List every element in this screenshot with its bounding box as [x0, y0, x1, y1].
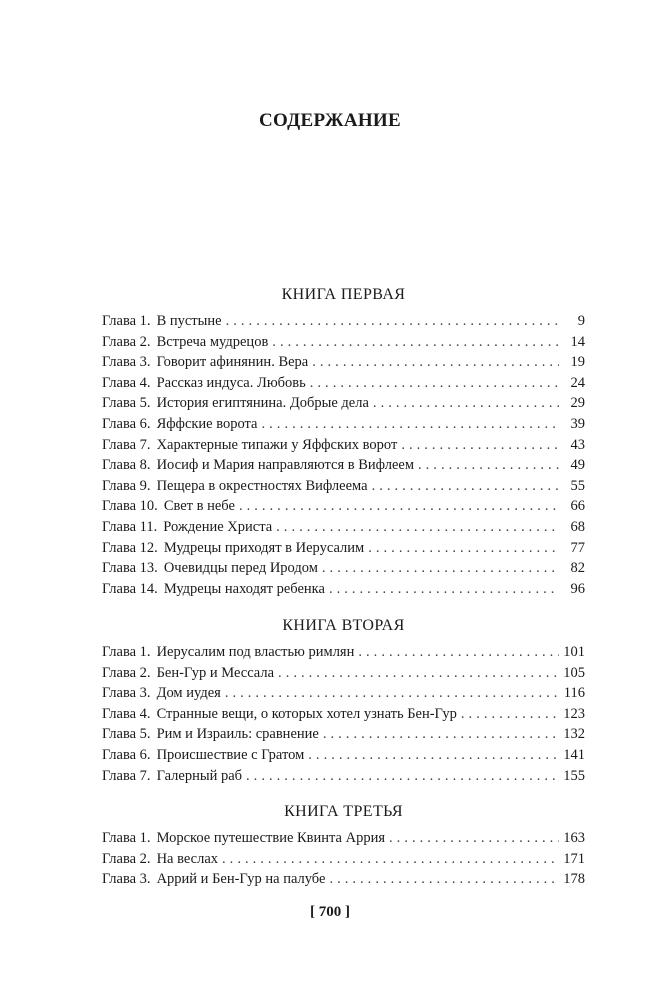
page-number: 96	[570, 580, 585, 597]
dot-leader	[262, 414, 560, 435]
chapter-number: Глава 7.	[102, 436, 151, 453]
book-section-3	[102, 800, 585, 890]
chapter-title: Морское путешествие Квинта Аррия	[156, 830, 386, 846]
chapter-title: На веслах	[156, 850, 219, 867]
dot-leader	[461, 704, 559, 725]
dot-leader	[276, 517, 559, 538]
toc-entry[interactable]	[102, 745, 585, 766]
chapter-number: Глава 2.	[102, 333, 151, 350]
page-number: 49	[570, 457, 585, 474]
chapter-number: Глава 2.	[102, 850, 151, 867]
page-number: 155	[563, 767, 585, 784]
chapter-title: Свет в небе	[163, 498, 235, 515]
chapter-number: Глава 14.	[102, 580, 158, 597]
chapter-number: Глава 3.	[102, 685, 151, 702]
toc-entry[interactable]	[102, 332, 585, 353]
chapter-title: В пустыне	[156, 313, 222, 329]
toc-entry[interactable]	[102, 455, 585, 476]
chapter-title: Очевидцы перед Иродом	[163, 560, 318, 577]
dot-leader	[373, 393, 559, 414]
page-number: 39	[570, 415, 585, 432]
dot-leader	[272, 332, 559, 353]
chapter-number: Глава 2.	[102, 664, 151, 681]
toc-entry[interactable]	[102, 849, 585, 870]
chapter-number: Глава 10.	[102, 498, 158, 515]
chapter-title: Мудрецы находят ребенка	[163, 580, 325, 597]
chapter-number: Глава 4.	[102, 374, 151, 391]
dot-leader	[389, 828, 559, 849]
toc-entry[interactable]	[102, 352, 585, 373]
chapter-number: Глава 6.	[102, 415, 151, 432]
toc-entry[interactable]	[102, 828, 585, 849]
chapter-title: Дом иудея	[156, 685, 221, 702]
page-number: 66	[570, 498, 585, 515]
toc-entry[interactable]	[102, 704, 585, 725]
page-number: 123	[563, 705, 585, 722]
page-number: 132	[563, 726, 585, 743]
dot-leader	[312, 352, 559, 373]
toc-entry[interactable]	[102, 496, 585, 517]
chapter-title: Яффские ворота	[156, 415, 258, 432]
chapter-number: Глава 8.	[102, 457, 151, 474]
chapter-title: Странные вещи, о которых хотел узнать Бен-Гур	[156, 705, 457, 722]
page-title: СОДЕРЖАНИЕ	[259, 110, 401, 131]
toc-entry[interactable]	[102, 373, 585, 394]
page-folio-number: [ 700 ]	[310, 904, 350, 920]
dot-leader	[323, 724, 559, 745]
toc-entry[interactable]	[102, 558, 585, 579]
chapter-number: Глава 12.	[102, 539, 158, 556]
page-number: 55	[570, 477, 585, 494]
dot-leader	[358, 642, 559, 663]
chapter-title: Рождение Христа	[163, 518, 273, 535]
toc-list	[102, 642, 585, 786]
chapter-title: История египтянина. Добрые дела	[156, 395, 369, 412]
dot-leader	[310, 373, 559, 394]
page-number: 43	[570, 436, 585, 453]
toc-entry[interactable]	[102, 393, 585, 414]
chapter-title: Аррий и Бен-Гур на палубе	[156, 871, 326, 888]
toc-list	[102, 828, 585, 890]
page-number: 29	[570, 395, 585, 412]
dot-leader	[308, 745, 559, 766]
toc-entry[interactable]	[102, 538, 585, 559]
page-number: 141	[563, 746, 585, 763]
chapter-title: Говорит афинянин. Вера	[156, 354, 309, 371]
chapter-number: Глава 9.	[102, 477, 151, 494]
page-number: 171	[563, 850, 585, 867]
page-number: 105	[563, 664, 585, 681]
page-number: 14	[570, 333, 585, 350]
chapter-number: Глава 1.	[102, 644, 151, 660]
toc-entry[interactable]	[102, 642, 585, 663]
page-number: 82	[570, 560, 585, 577]
chapter-title: Мудрецы приходят в Иерусалим	[163, 539, 365, 556]
toc-entry[interactable]	[102, 414, 585, 435]
chapter-number: Глава 5.	[102, 395, 151, 412]
chapter-number: Глава 13.	[102, 560, 158, 577]
toc-entry[interactable]	[102, 766, 585, 787]
toc-list	[102, 311, 585, 599]
chapter-title: Рим и Израиль: сравнение	[156, 726, 319, 743]
chapter-title: Характерные типажи у Яффских ворот	[156, 436, 398, 453]
toc-entry[interactable]	[102, 663, 585, 684]
toc-entry[interactable]	[102, 311, 585, 332]
chapter-title: Иерусалим под властью римлян	[156, 644, 355, 660]
chapter-number: Глава 11.	[102, 518, 158, 535]
dot-leader	[322, 558, 559, 579]
chapter-number: Глава 7.	[102, 767, 151, 784]
page-number: 24	[570, 374, 585, 391]
book-heading: КНИГА ПЕРВАЯ	[281, 286, 406, 303]
book-section-1	[102, 283, 585, 599]
dot-leader	[225, 683, 559, 704]
dot-leader	[418, 455, 559, 476]
chapter-number: Глава 4.	[102, 705, 151, 722]
chapter-number: Глава 5.	[102, 726, 151, 743]
book-section-2	[102, 614, 585, 786]
chapter-number: Глава 1.	[102, 313, 151, 329]
page-number: 68	[570, 518, 585, 535]
chapter-number: Глава 3.	[102, 354, 151, 371]
page-number: 77	[570, 539, 585, 556]
dot-leader	[372, 476, 559, 497]
dot-leader	[401, 435, 559, 456]
dot-leader	[368, 538, 559, 559]
toc-entry[interactable]	[102, 476, 585, 497]
dot-leader	[329, 869, 559, 890]
toc-entry[interactable]	[102, 435, 585, 456]
page-number: 163	[563, 830, 585, 846]
page-number: 178	[563, 871, 585, 888]
dot-leader	[246, 766, 559, 787]
chapter-title: Галерный раб	[156, 767, 243, 784]
chapter-number: Глава 1.	[102, 830, 151, 846]
dot-leader	[329, 579, 559, 600]
chapter-title: Бен-Гур и Мессала	[156, 664, 275, 681]
chapter-number: Глава 3.	[102, 871, 151, 888]
book-heading: КНИГА ТРЕТЬЯ	[284, 803, 403, 820]
toc-entry[interactable]	[102, 517, 585, 538]
page-number: 19	[570, 354, 585, 371]
dot-leader	[278, 663, 559, 684]
dot-leader	[239, 496, 559, 517]
toc-entry[interactable]	[102, 724, 585, 745]
chapter-title: Встреча мудрецов	[156, 333, 269, 350]
dot-leader	[222, 849, 559, 870]
page-number: 9	[577, 313, 585, 329]
chapter-title: Пещера в окрестностях Вифлеема	[156, 477, 368, 494]
toc-entry[interactable]	[102, 579, 585, 600]
chapter-number: Глава 6.	[102, 746, 151, 763]
chapter-title: Происшествие с Гратом	[156, 746, 305, 763]
chapter-title: Рассказ индуса. Любовь	[156, 374, 306, 391]
book-heading: КНИГА ВТОРАЯ	[282, 617, 405, 634]
dot-leader	[226, 311, 559, 332]
toc-entry[interactable]	[102, 683, 585, 704]
toc-entry[interactable]	[102, 869, 585, 890]
page-number: 116	[563, 685, 585, 702]
chapter-title: Иосиф и Мария направляются в Вифлеем	[156, 457, 414, 474]
page-number: 101	[563, 644, 585, 660]
